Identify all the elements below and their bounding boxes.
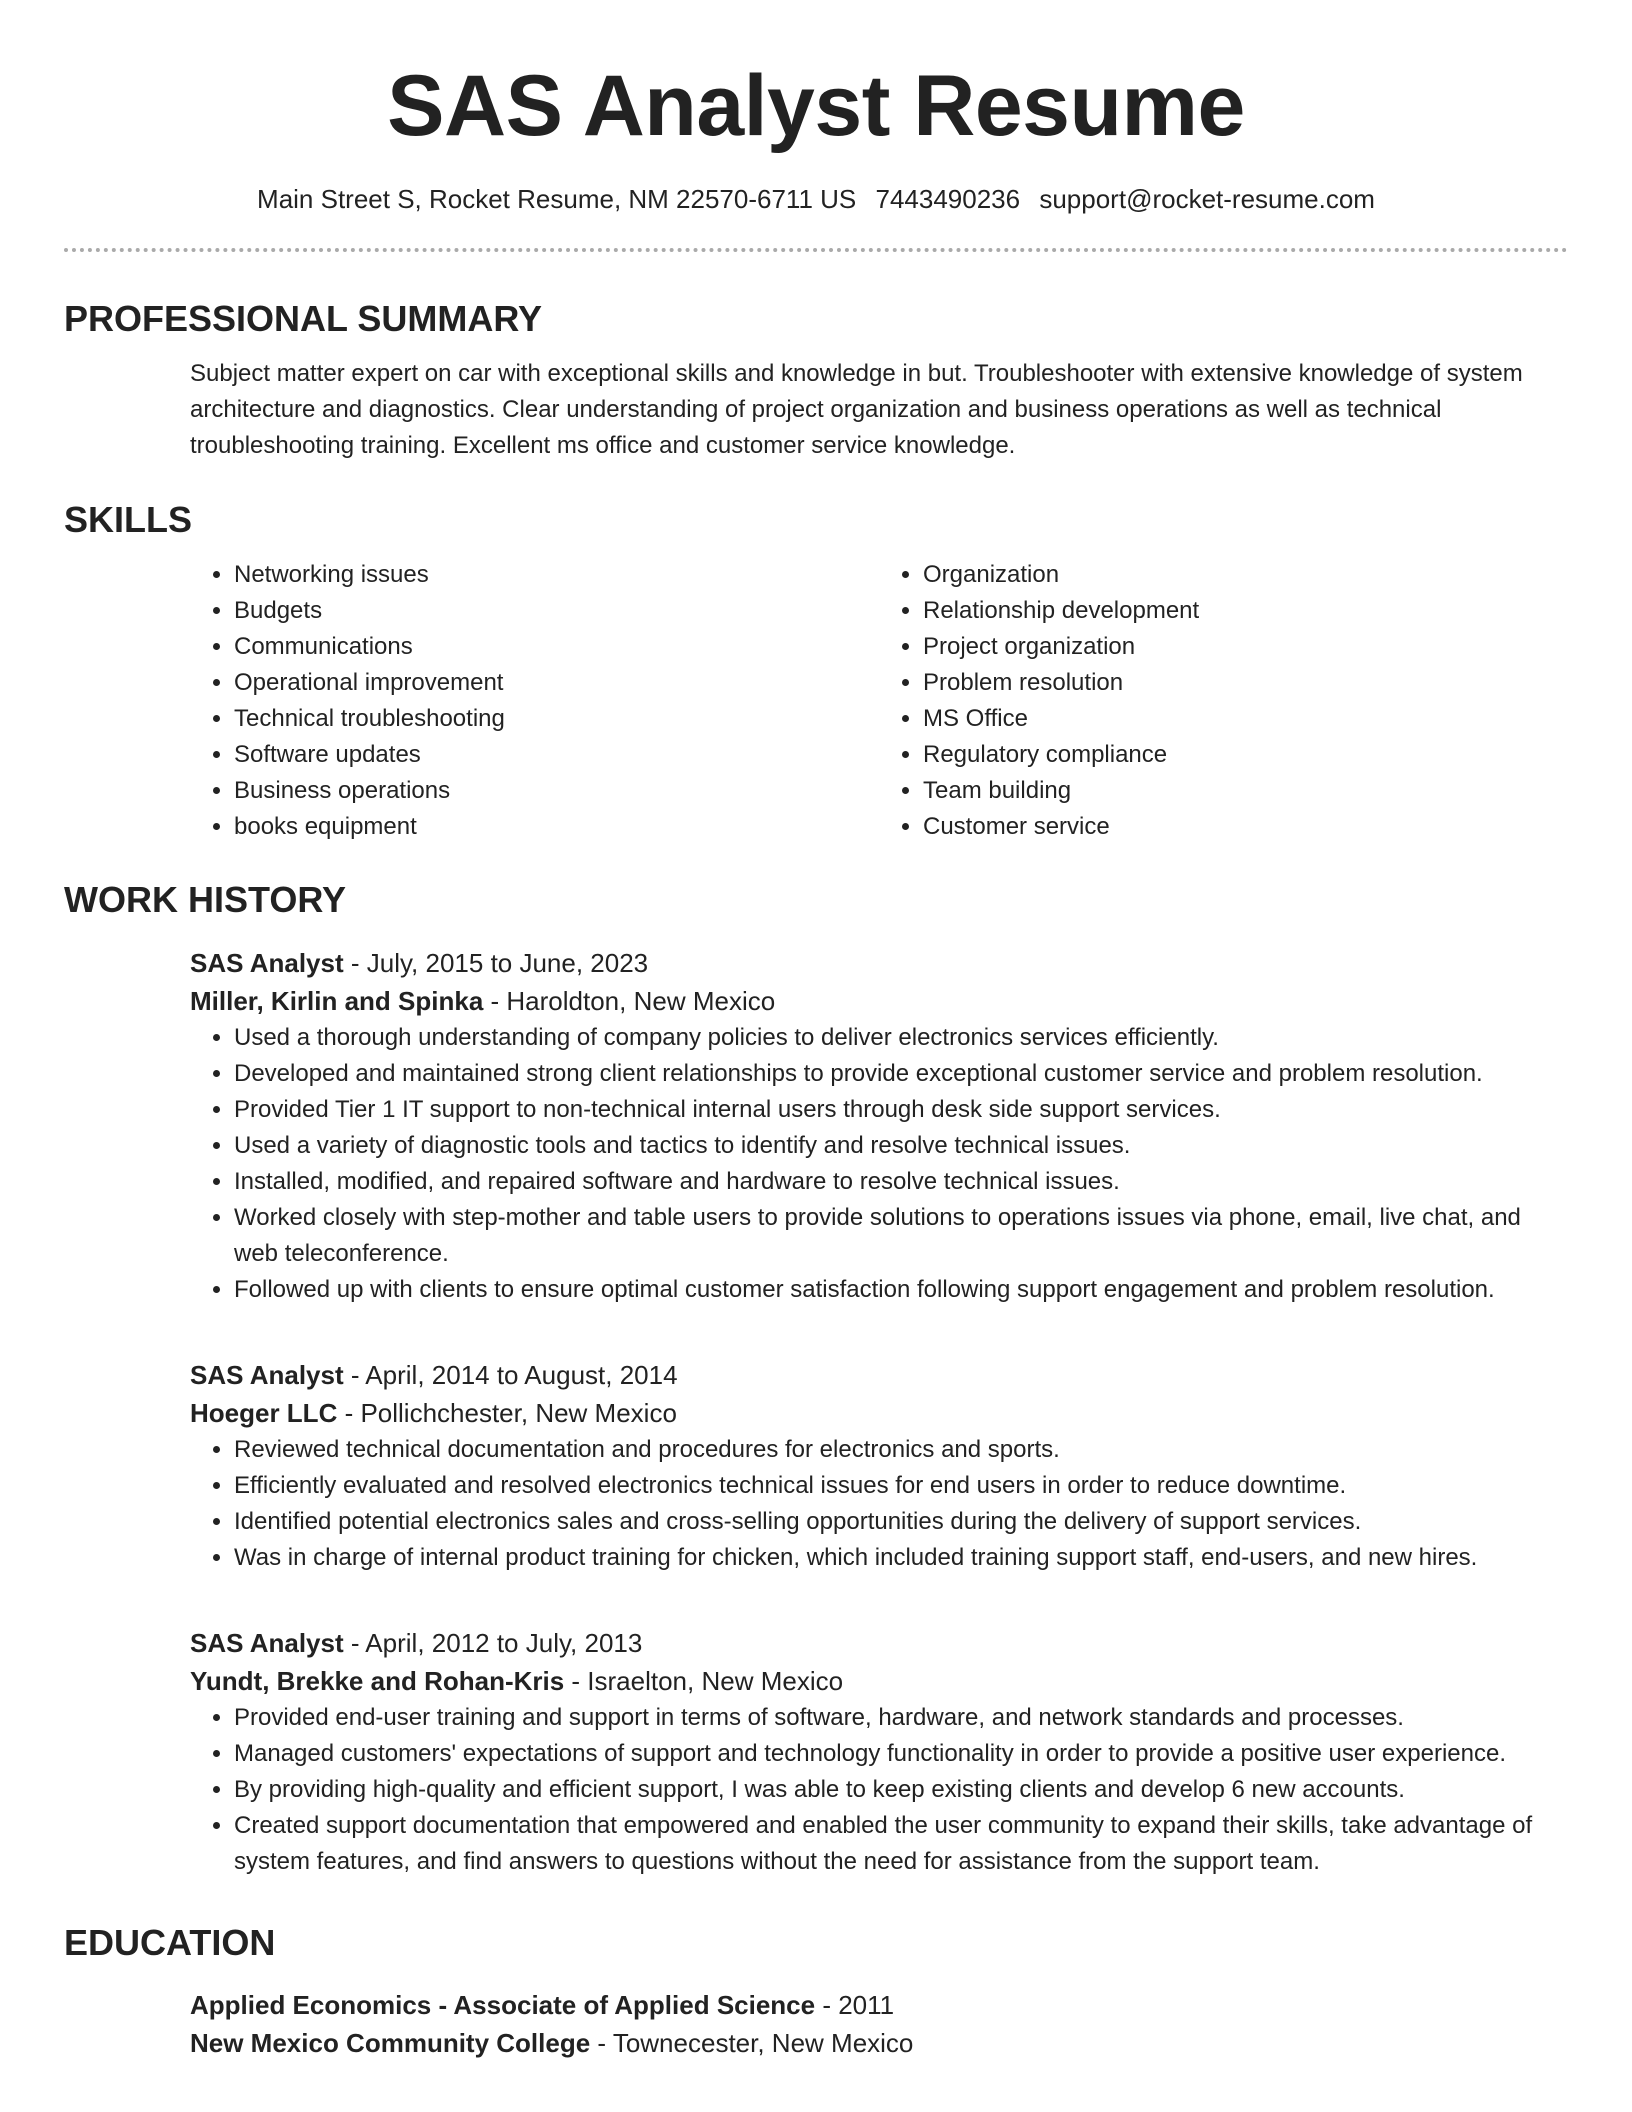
job-entry [64,944,1568,1308]
skills-list-left [190,557,879,845]
job-bullet: • Followed up with clients to ensure optimal customer satisfaction following support engagement and problem resolution. [234,1272,1568,1308]
contact-line [64,182,1568,216]
skill-item: • Customer service [923,809,1568,845]
job-dates: - April, 2014 to August, 2014 [343,1360,678,1390]
header-divider [64,248,1568,252]
section-title-work-history: WORK HISTORY [64,879,347,920]
job-bullet: • Identified potential electronics sales and cross-selling opportunities during the delivery of support services. [234,1504,1568,1540]
summary-section [64,296,1568,464]
job-bullet: • Used a thorough understanding of company policies to deliver electronics services efficiently. [234,1020,1568,1056]
job-bullet: • Created support documentation that empowered and enabled the user community to expand their skills, take advantage of system features, and find answers to questions without the need for assistance from the support team. [234,1808,1568,1880]
contact-address: Main Street S, Rocket Resume, NM 22570-6711 US [257,184,857,214]
job-company: Miller, Kirlin and Spinka [190,986,484,1016]
job-bullet: • Was in charge of internal product training for chicken, which included training support staff, end-users, and new hires. [234,1540,1568,1576]
job-location: - Israelton, New Mexico [564,1666,844,1696]
job-entry [64,1624,1568,1880]
skill-item: • Relationship development [923,593,1568,629]
summary-text: Subject matter expert on car with exceptional skills and knowledge in but. Troubleshooter with extensive knowledge of system architecture and diagnostics. Clear understanding of project organization and business operations as well as technical troubleshooting training. Excellent ms office and customer service knowledge. [190,360,1523,459]
job-bullet: • Installed, modified, and repaired software and hardware to resolve technical issues. [234,1164,1568,1200]
job-company: Hoeger LLC [190,1398,338,1428]
education-year: - 2011 [815,1990,895,2020]
job-bullets [190,1020,1568,1308]
job-dates: - July, 2015 to June, 2023 [343,948,649,978]
contact-email: support@rocket-resume.com [1039,184,1375,214]
job-company: Yundt, Brekke and Rohan-Kris [190,1666,565,1696]
job-location: - Pollichchester, New Mexico [337,1398,677,1428]
job-bullet: • Reviewed technical documentation and procedures for electronics and sports. [234,1432,1568,1468]
skill-item: • Networking issues [234,557,879,593]
job-company-line [190,1662,1568,1700]
skill-item: • Problem resolution [923,665,1568,701]
skill-item: • Budgets [234,593,879,629]
education-section [64,1920,1568,2062]
work-history-section [64,877,1568,923]
skill-item: • Communications [234,629,879,665]
skill-item: • Team building [923,773,1568,809]
contact-phone: 7443490236 [875,184,1021,214]
education-degree-line [190,1986,1568,2024]
job-title-line [190,1356,1568,1394]
job-company-line [190,982,1568,1020]
education-location: - Townecester, New Mexico [590,2028,914,2058]
job-entry [64,1356,1568,1576]
skill-item: • Business operations [234,773,879,809]
skill-item: • Regulatory compliance [923,737,1568,773]
skills-list-right [879,557,1568,845]
section-title-skills: SKILLS [64,499,193,540]
skills-section [64,497,1568,845]
job-role: SAS Analyst [190,1360,344,1390]
job-bullet: • Provided Tier 1 IT support to non-technical internal users through desk side support services. [234,1092,1568,1128]
job-bullet: • Managed customers' expectations of support and technology functionality in order to provide a positive user experience. [234,1736,1568,1772]
job-bullet: • Efficiently evaluated and resolved electronics technical issues for end users in order to reduce downtime. [234,1468,1568,1504]
job-title-line [190,944,1568,982]
education-degree: Applied Economics - Associate of Applied Science [190,1990,816,2020]
skill-item: • Technical troubleshooting [234,701,879,737]
job-bullets [190,1700,1568,1880]
skill-item: • Operational improvement [234,665,879,701]
skill-item: • MS Office [923,701,1568,737]
job-bullet: • Developed and maintained strong client relationships to provide exceptional customer service and problem resolution. [234,1056,1568,1092]
job-role: SAS Analyst [190,948,344,978]
skills-columns [64,557,1568,845]
skill-item: • Project organization [923,629,1568,665]
section-title-summary: PROFESSIONAL SUMMARY [64,298,543,339]
job-location: - Haroldton, New Mexico [483,986,776,1016]
job-bullet: • Worked closely with step-mother and table users to provide solutions to operations issues via phone, email, live chat, and web teleconference. [234,1200,1568,1272]
job-bullet: • By providing high-quality and efficient support, I was able to keep existing clients and develop 6 new accounts. [234,1772,1568,1808]
skill-item: • Organization [923,557,1568,593]
job-dates: - April, 2012 to July, 2013 [343,1628,643,1658]
job-company-line [190,1394,1568,1432]
resume-title: SAS Analyst Resume [387,58,1245,154]
skill-item: • books equipment [234,809,879,845]
skill-item: • Software updates [234,737,879,773]
job-role: SAS Analyst [190,1628,344,1658]
job-bullets [190,1432,1568,1576]
education-school-line [190,2024,1568,2062]
section-title-education: EDUCATION [64,1922,276,1963]
education-school: New Mexico Community College [190,2028,591,2058]
job-bullet: • Provided end-user training and support in terms of software, hardware, and network standards and processes. [234,1700,1568,1736]
job-title-line [190,1624,1568,1662]
job-bullet: • Used a variety of diagnostic tools and tactics to identify and resolve technical issues. [234,1128,1568,1164]
